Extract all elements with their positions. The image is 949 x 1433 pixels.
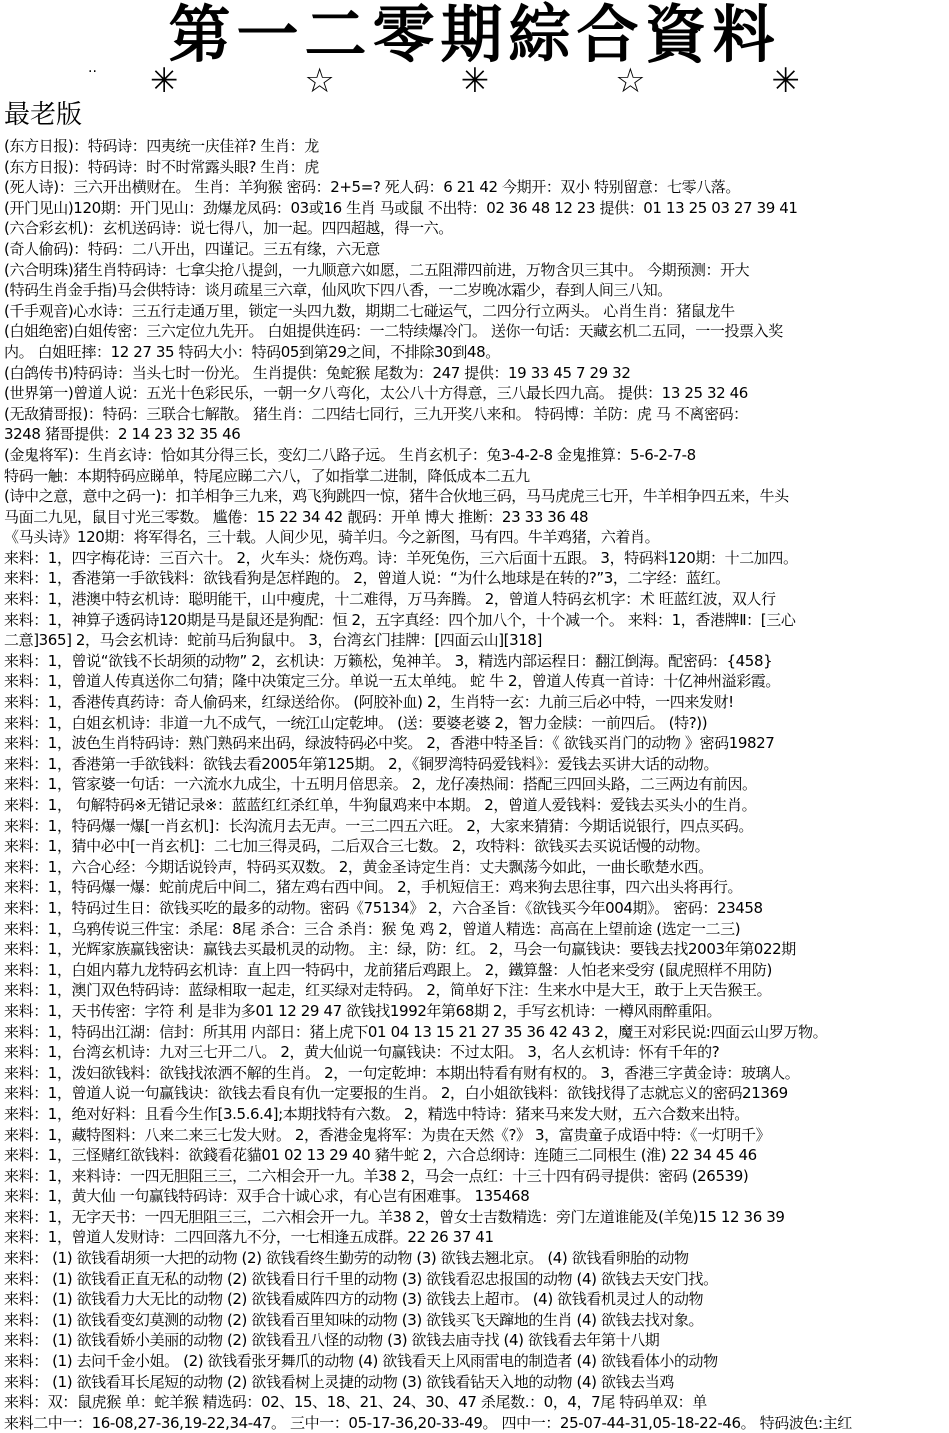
text-line: 来料：1，香港传真药诗：奇人偷码来，红绿送给你。 (阿胶补血) 2，生肖特一玄：九前三后必中特，一四来发财! [4, 693, 734, 712]
text-line: 内。 白姐旺摔：12 27 35 特码大小：特码05到第29之间，不排除30到48。 [4, 342, 500, 361]
text-line: 来料： (1) 欲钱看娇小美丽的动物 (2) 欲钱看丑八怪的动物 (3) 欲钱去庙寺找 (4) 欲钱看去年第十八期 [4, 1331, 660, 1350]
text-line: 来料：1，乌鸦传说三件宝：杀尾：8尾 杀合：三合 杀肖：猴 兔 鸡 2，曾道人精选：高高在上望前途 (选定一二三) [4, 919, 741, 938]
text-line: (奇人偷码)：特码：二八开出，四谨记。三五有缘，六无意 [4, 239, 380, 258]
page-title: 第一二零期綜合資料 [168, 0, 781, 71]
text-line: 来料：1，波色生肖特码诗：熟门熟码来出码，绿波特码必中奖。 2，香港中特圣旨：《 欲钱买肖门的动物 》密码19827 [4, 734, 775, 753]
edition-label: 最老版 [4, 100, 83, 130]
star-icon: ☆ [615, 61, 646, 101]
decorative-dots: ·· [88, 64, 97, 80]
text-line: (开门见山)120期：开门见山：劲爆龙凤码：03或16 生肖 马或鼠 不出特：02 36 48 12 23 提供：01 13 25 03 27 39 41 [4, 198, 798, 217]
text-line: 来料：1，台湾玄机诗：九对三七开二八。 2，黄大仙说一句赢钱诀：不过太阳。 3，名人玄机诗：怀有千年的? [4, 1043, 720, 1062]
text-line: (白鸽传书)特码诗：当头七时一份光。 生肖提供：兔蛇猴 尾数为：247 提供：19 33 45 7 29 32 [4, 363, 631, 382]
text-line: (东方日报)：特码诗：时不时常露头眼? 生肖：虎 [4, 157, 319, 176]
star-icon: ☆ [304, 61, 335, 101]
text-line: 来料：1，特码爆一爆：蛇前虎后中间二，猪左鸡右西中间。 2，手机短信王：鸡来狗去思往事，四六出头将再行。 [4, 878, 743, 897]
text-line: 来料：1，三怪赌红欲钱料：欲錢看花貓01 02 13 29 40 豬牛蛇 2，六合总纲诗：连随三二同根生 (淮) 22 34 45 46 [4, 1146, 757, 1165]
asterisk-icon: ✳ [150, 61, 179, 101]
star-divider [150, 61, 800, 101]
text-line: 来料：1，光辉家族赢钱密诀：赢钱去买最机灵的动物。 主：绿，防：红。 2，马会一句赢钱诀：要钱去找2003年第022期 [4, 940, 796, 959]
text-line: (六合明珠)猪生肖特码诗：七拿尖抢八提剑，一九顺意六如愿，二五阻滞四前进，万物含贝三其中。 今期预测：开大 [4, 260, 750, 279]
text-line: 《马头诗》120期：将军得名，三十载。人间少见，骑羊归。今之新图，马有四。牛羊鸡猪，六着肖。 [4, 528, 660, 547]
text-line: 来料：1，天书传密：字符 利 是非为多01 12 29 47 欲钱找1992年第68期 2，手写玄机诗：一樽风雨醉重阳。 [4, 1001, 722, 1020]
text-line: (白姐绝密)白姐传密：三六定位九先开。 白姐提供连码：一二特续爆冷门。 送你一句话：天藏玄机二五同，一一投票入奖 [4, 322, 783, 341]
text-line: (千手观音)心水诗：三五行走通万里，锁定一头四九数，期期二七碰运气，二四分行立两头。 心肖生肖：猪鼠龙牛 [4, 301, 735, 320]
text-line: 来料：1，特码过生日：欲钱买吃的最多的动物。密码《75134》 2，六合圣旨：《欲钱买今年004期》。 密码：23458 [4, 898, 763, 917]
text-line: 来料：1，泼妇欲钱料：欲钱找浓洒不解的生肖。 2，一句定乾坤：本期出特看有财有权的。 3，香港三字黄金诗：玻璃人。 [4, 1063, 800, 1082]
text-line: 来料：1，曾道人传真送你二句猜；隆中决策定三分。单说一五太单纯。 蛇 牛 2，曾道人传真一首诗：十亿神州溢彩霞。 [4, 672, 780, 691]
text-line: 马面二九见，鼠目寸光三零数。 尴倦：15 22 34 42 靓码：开单 博大 推断：23 33 36 48 [4, 507, 589, 526]
text-line: 来料：双：鼠虎猴 单：蛇羊猴 精选码：02、15、18、21、24、30、47 杀尾数.：0，4，7尾 特码单双：单 [4, 1393, 707, 1412]
text-line: (六合彩玄机)：玄机送码诗：说七得八，加一起。四四超越，得一六。 [4, 219, 453, 238]
text-line: 来料：1，特码爆一爆[一肖玄机]：长沟流月去无声。一三二四五六旺。 2，大家来猜猜：今期话说银行，四点买码。 [4, 816, 753, 835]
text-line: 来料：1，香港第一手欲钱料：欲钱去看2005年第125期。 2，《铜罗湾特码爱钱料》：爱钱去买讲大话的动物。 [4, 754, 719, 773]
text-line: 来料：1，曾道人说一句赢钱诀：欲钱去看良有仇一定要报的生肖。 2，白小姐欲钱料：欲钱找得了志就忘义的密码21369 [4, 1084, 788, 1103]
text-line: 来料： (1) 欲钱看胡须一大把的动物 (2) 欲钱看终生勤劳的动物 (3) 欲钱去翘北京。 (4) 欲钱看卵胎的动物 [4, 1249, 689, 1268]
asterisk-icon: ✳ [460, 61, 490, 101]
text-line: 来料二中一：16-08,27-36,19-22,34-47。 三中一：05-17-36,20-33-49。 四中一：25-07-44-31,05-18-22-46。 特码波色:主红 [4, 1413, 852, 1432]
text-line: 来料：1，白姐内幕九龙特码玄机诗：直上四一特码中，龙前猪后鸡跟上。 2，鐵算盤：人怕老来受穷 (鼠虎照样不用防) [4, 960, 772, 979]
text-line: (诗中之意，意中之码一)：扣羊相争三九来，鸡飞狗跳四一惊，猪牛合伙地三码，马马虎虎三七开，牛羊相争四五来，牛头 [4, 487, 789, 506]
text-line: (死人诗)：三六开出横财在。 生肖：羊狗猴 密码：2+5=? 死人码：6 21 42 今期开：双小 特别留意：七零八落。 [4, 178, 740, 197]
text-line: 来料：1，白姐玄机诗：非道一九不成气，一统江山定乾坤。 (送：要婆老婆 2，智力金牍：一前四后。 (特?)) [4, 713, 708, 732]
text-line: 来料：1，四字梅花诗：三百六十。 2，火车头：烧伤鸡。诗：羊死兔伤，三六后面十五跟。 3，特码料120期：十二加四。 [4, 548, 798, 567]
text-line: 来料： (1) 欲钱看正直无私的动物 (2) 欲钱看日行千里的动物 (3) 欲钱看忍忠报国的动物 (4) 欲钱去天安门找。 [4, 1269, 718, 1288]
text-line: 来料：1，曾道人发财诗：二四回落九不分，一七相逢五成群。22 26 37 41 [4, 1228, 494, 1247]
text-line: 来料：1，管家婆一句话：一六流水九成尘，十五明月倍思亲。 2，龙仔凑热闹：搭配三四回头路，二三两边有前因。 [4, 775, 757, 794]
text-line: (世界第一)曾道人说：五光十色彩民乐，一朝一夕八弯化，太公八十方得意，三八最长四九高。 提供：13 25 32 46 [4, 384, 748, 403]
text-line: 来料：1，澳门双色特码诗：蓝绿相取一起走，红买绿对走特码。 2，简单好下注：生来水中是大王，敢于上天告猴王。 [4, 981, 772, 1000]
text-line: 二意]365] 2，马会玄机诗：蛇前马后狗鼠中。 3，台湾玄门挂牌：[四面云山][318] [4, 631, 542, 650]
text-line: 来料：1，香港第一手欲钱料：欲钱看狗是怎样跑的。 2，曾道人说：“为什么地球是在转的?”3，二字经：蓝红。 [4, 569, 730, 588]
text-line: 来料： (1) 欲钱看力大无比的动物 (2) 欲钱看威阵四方的动物 (3) 欲钱去上超市。 (4) 欲钱看机灵过人的动物 [4, 1290, 704, 1309]
text-line: (特码生肖金手指)马会供特诗：谈月疏星三六章，仙风吹下四八香，一二岁晚冰霜少，春到人间三八知。 [4, 281, 672, 300]
text-line: 来料：1，无字天书：一四无胆阻三三，二六相会开一九。羊38 2，曾女士吉数精选：旁门左道谁能及(羊兔)15 12 36 39 [4, 1207, 785, 1226]
text-line: (东方日报)：特码诗：四夷统一庆佳祥? 生肖：龙 [4, 137, 319, 155]
text-line: 来料：1，黄大仙 一句赢钱特码诗：双手合十诚心求，有心岂有困难事。 135468 [4, 1187, 530, 1206]
text-line: 来料： (1) 欲钱看耳长尾短的动物 (2) 欲钱看树上灵捷的动物 (3) 欲钱看钻天入地的动物 (4) 欲钱去当鸡 [4, 1372, 674, 1391]
text-line: 来料： (1) 欲钱看变幻莫测的动物 (2) 欲钱看百里知味的动物 (3) 欲钱买飞天蹿地的生肖 (4) 欲钱去找对象。 [4, 1310, 704, 1329]
text-line: 来料：1，曾说“欲钱不长胡须的动物” 2，玄机诀：万籁松，兔神羊。 3，精选内部运程日：翻江倒海。配密码：{458} [4, 651, 773, 670]
text-line: 来料：1，猜中必中[一肖玄机]：二七加三得灵码，二后双合三七数。 2，攻特料：欲钱买去买说话慢的动物。 [4, 837, 710, 856]
text-line: 来料：1，特码出江湖：信封：所其用 内部日：猪上虎下01 04 13 15 21 27 35 36 42 43 2，魔王对彩民说:四面云山罗万物。 [4, 1022, 828, 1041]
text-line: 来料：1，来料诗：一四无胆阻三三，二六相会开一九。羊38 2，马会一点红：十三十四有码寻提供：密码 (26539) [4, 1166, 749, 1185]
text-line: 来料：1，港澳中特玄机诗：聪明能干，山中瘦虎，十二难得，万马奔腾。 2，曾道人特码玄机字：术 旺蓝红波，双人行 [4, 590, 776, 609]
text-line: 特码一触：本期特码应睇单，特尾应睇二六八，了如指掌二进制，降低成本二五九 [4, 466, 530, 485]
text-line: 来料：1，六合心经：今期话说铃声，特码买双数。 2，黄金圣诗定生肖：丈夫飘荡今如此，一曲长歌楚水西。 [4, 857, 713, 876]
text-line: 来料：1， 句解特码※无错记录※：蓝蓝红红杀红单，牛狗鼠鸡来中本期。 2，曾道人爱钱料：爱钱去买头小的生肖。 [4, 796, 757, 814]
content-body [4, 136, 945, 1432]
asterisk-icon: ✳ [771, 61, 800, 101]
text-line: (金鬼将军)：生肖玄诗：恰如其分得三长，变幻二八路子远。 生肖玄机子：兔3-4-2-8 金鬼推算：5-6-2-7-8 [4, 445, 696, 464]
text-line: 来料： (1) 去问千金小姐。 (2) 欲钱看张牙舞爪的动物 (4) 欲钱看天上风雨雷电的制造者 (4) 欲钱看体小的动物 [4, 1352, 718, 1371]
text-line: (无敌猜哥报)：特码：三联合七解散。 猪生肖：二四结七同行，三九开奖八来和。 特码博：羊防：虎 马 不离密码： [4, 404, 748, 423]
text-line: 来料：1，神算子透码诗120期是马是鼠还是狗配：恒 2，五字真经：四个加八个，十个减一个。 来料：1，香港牌Ⅱ：[三心 [4, 610, 796, 629]
text-line: 3248 猪哥提供：2 14 23 32 35 46 [4, 425, 241, 444]
text-line: 来料：1，藏特图料：八来二来三七发大财。 2，香港金鬼将军：为贵在天然《?》 3，富贵童子成语中特：《一灯明千》 [4, 1125, 771, 1144]
text-line: 来料：1，绝对好料：且看今生作[3.5.6.4];本期找特有六数。 2，精选中特诗：猪来马来发大财，五六合数来出特。 [4, 1104, 749, 1123]
